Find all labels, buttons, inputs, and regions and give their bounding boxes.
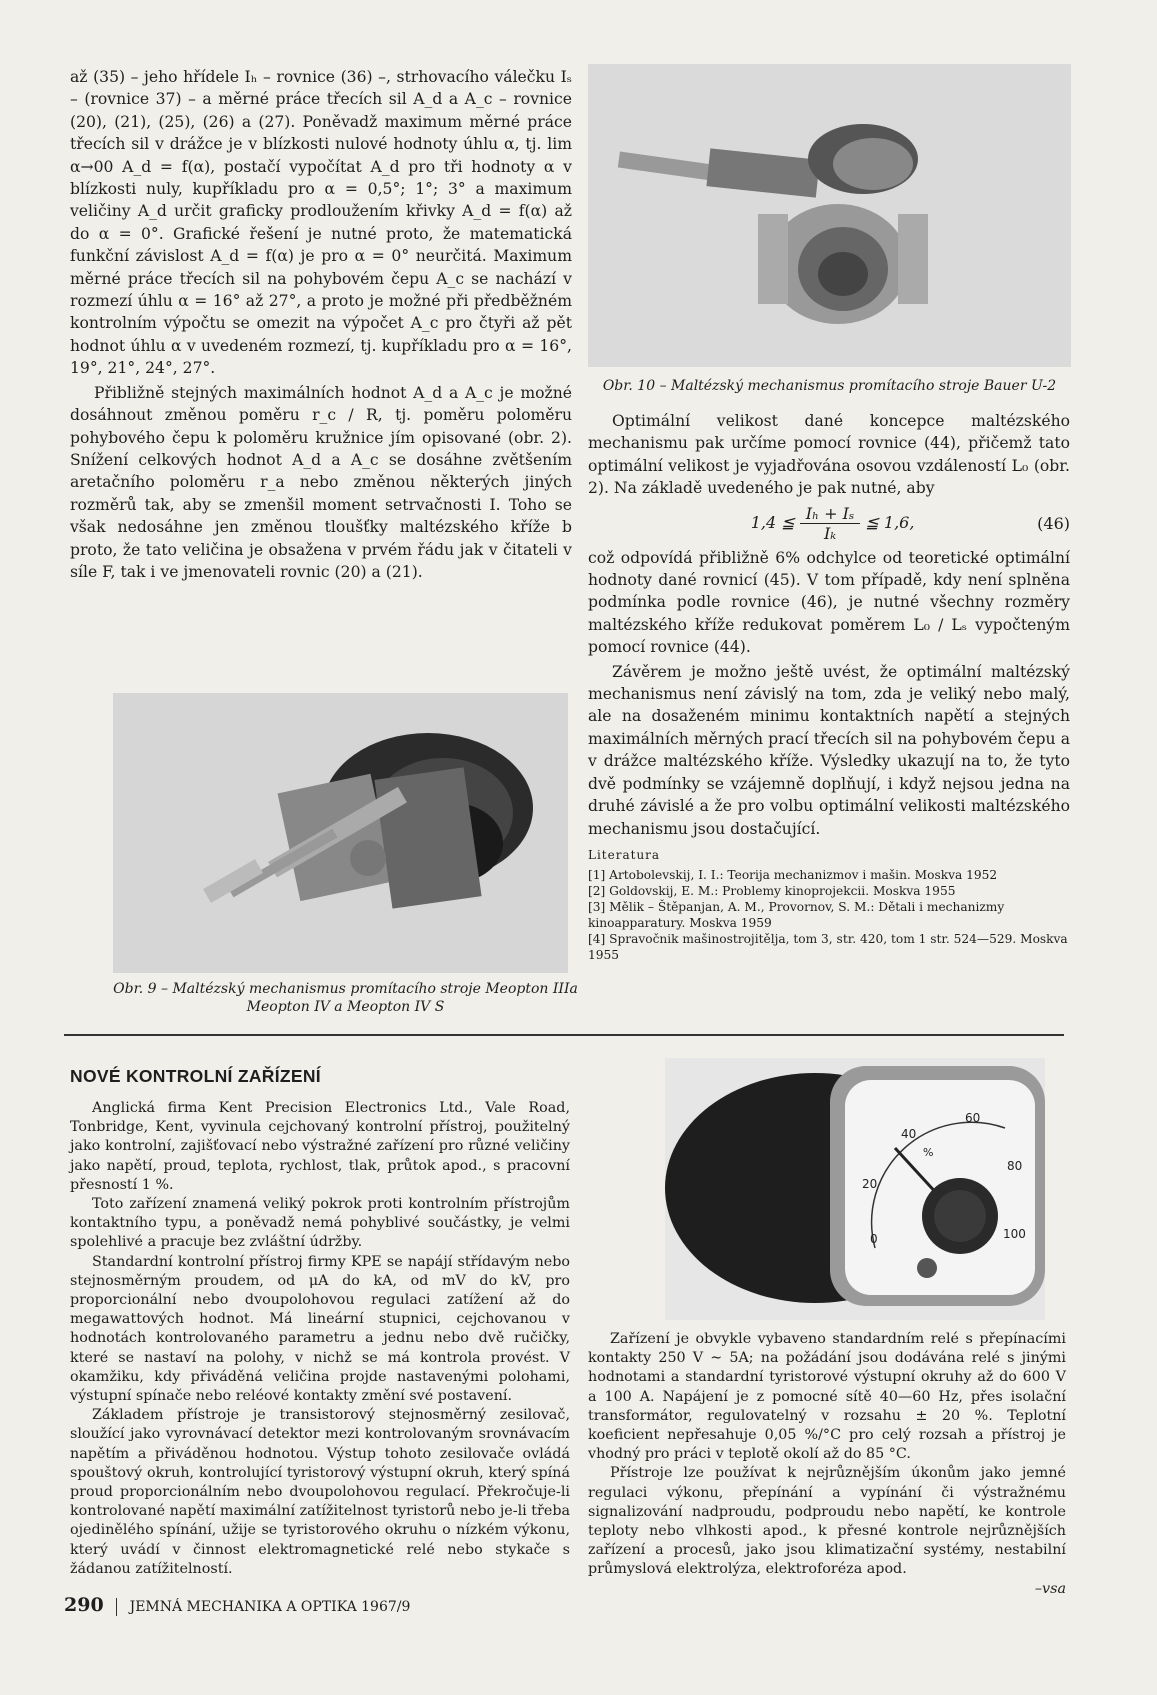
- page-number: 290: [64, 1594, 104, 1616]
- article2-paragraph: Přístroje lze používat k nejrůznějším úkonům jako jemné regulaci výkonu, přepínání a vypínání či výstražnému signalizování nadproudu, podproudu nebo napětí, ke kontrole teploty nebo vlhkosti apod., k přesné kontrole nejrůznějších zařízení a procesů, jako jsou klimatizační systémy, nestabilní průmyslová elektrolýza, elektroforéza apod.: [588, 1465, 1066, 1578]
- dial-unit: %: [923, 1146, 934, 1159]
- dial-instrument-photo: [665, 1058, 1045, 1320]
- article2-paragraph: Standardní kontrolní přístroj firmy KPE se napájí střídavým nebo stejnosměrným proudem, od μA do kA, od mV do kV, pro proporcionální nebo dvoupolohovou regulaci zatížení až do megawattových hodnot. Má lineární stupnici, cejchovanou v hodnotách kontrolovaného parametru a jednu nebo dvě ručičky, které se nastaví na polohy, v nichž se má kontrola provést. V okamžiku, kdy přiváděná veličina projde nastavenými polohami, výstupní spínače nebo reléové kontakty změní své postavení.: [70, 1253, 570, 1405]
- equation-fraction: [800, 504, 861, 543]
- article2-paragraph: Toto zařízení znamená veliký pokrok proti kontrolním přístrojům kontaktního typu, a poněvadž nemá pohyblivé součástky, je velmi spolehlivé a pracuje bez zvláštní údržby.: [70, 1196, 570, 1251]
- literature-item: [1] Artobolevskij, I. I.: Teorija mechanizmov i mašin. Moskva 1952: [588, 867, 998, 882]
- article-separator: [64, 1034, 1064, 1036]
- literature-item: [2] Goldovskij, E. M.: Problemy kinoprojekcii. Moskva 1955: [588, 883, 956, 898]
- kent-logo-icon: [917, 1258, 937, 1278]
- dial-label-60: 60: [965, 1111, 981, 1125]
- article2-paragraph: Zařízení je obvykle vybaveno standardním relé s přepínacími kontakty 250 V ∼ 5A; na požádání jsou dodávána relé s jinými hodnotami a standardní tyristorové výstupní okruhy až do 600 V a 100 A. Napájení je z pomocné sítě 40—60 Hz, přes isolační transformátor, regulovatelný v rozsahu ± 20 %. Teplotní koeficient nepřesahuje 0,05 %/°C pro celý rozsah a přístroj je vhodný pro práci v teplotě okolí až do 85 °C.: [588, 1331, 1066, 1463]
- footer-divider: [116, 1598, 117, 1616]
- literature-item: [3] Mělik – Štěpanjan, A. M., Provornov, S. M.: Dětali i mechanizmy kinoapparatury. Moskva 1959: [588, 899, 1005, 930]
- equation-denominator: Iₖ: [823, 523, 837, 543]
- literature-section: [588, 848, 1070, 963]
- page-footer: [64, 1594, 410, 1616]
- article2-left-text: [70, 1099, 570, 1579]
- left-column: [70, 66, 572, 585]
- dial-label-80: 80: [1007, 1159, 1023, 1173]
- left-paragraph-1: až (35) – jeho hřídele Iₕ – rovnice (36) –, strhovacího válečku Iₛ – (rovnice 37) – a měrné práce třecích sil A_d a A_c – rovnice (20), (21), (25), (26) a (27). Poněvadž maximum měrné práce třecích sil v drážce je v blízkosti nulové hodnoty úhlu α, tj. lim α→00 A_d = f(α), postačí vypočítat A_d pro tři hodnoty α v blízkosti nuly, kupříkladu pro α = 0,5°; 1°; 3° a maximum veličiny A_d určit graficky prodloužením křivky A_d = f(α) až do α = 0°. Grafické řešení je nutné proto, že matematická funkční závislost A_d = f(α) je pro α = 0° neurčitá. Maximum měrné práce třecích sil na pohybovém čepu A_c se nachází v rozmezí úhlu α = 16° až 27°, a proto je možné při předběžném kontrolním výpočtu se omezit na výpočet A_c pro čtyři až pět hodnot úhlu α v uvedeném rozmezí, tj. kupříkladu pro α = 16°, 19°, 21°, 24°, 27°.: [70, 68, 572, 378]
- dial-label-20: 20: [862, 1177, 878, 1191]
- maltese-mechanism-photo-10: [588, 64, 1071, 367]
- literature-item: [4] Spravočnik mašinostrojitělja, tom 3, str. 420, tom 1 str. 524—529. Moskva 1955: [588, 931, 1068, 962]
- dial-label-0: 0: [870, 1232, 878, 1246]
- equation-46: [588, 504, 1070, 543]
- figure-9-photo: [113, 693, 568, 973]
- article2-heading: NOVÉ KONTROLNÍ ZAŘÍZENÍ: [70, 1066, 321, 1086]
- figure-10-caption-box: [588, 377, 1071, 395]
- control-device-photo: [665, 1058, 1045, 1320]
- right-paragraph-2: což odpovídá přibližně 6% odchylce od teoretické optimální hodnoty dané rovnicí (45). V tom případě, kdy není splněna podmínka podle rovnice (46), je nutné všechny rozměry maltézského kříže redukovat poměrem L₀ / Lₛ vypočteným pomocí rovnice (44).: [588, 548, 1070, 657]
- figure-10-photo: [588, 64, 1071, 367]
- article2-left-column: [70, 1066, 570, 1579]
- dial-label-100: 100: [1003, 1227, 1026, 1241]
- figure-9-caption: Obr. 9 – Maltézský mechanismus promítacího stroje Meopton IIIa Meopton IV a Meopton IV S: [113, 981, 578, 1015]
- right-paragraph-3: Závěrem je možno ještě uvést, že optimální maltézský mechanismus není závislý na tom, zda je veliký nebo malý, ale na dosaženém minimu kontaktních napětí a stejných maximálních měrných prací třecích sil na pohybovém čepu a v drážce maltézského kříže. Výsledky ukazují na to, že tyto dvě podmínky se vzájemně doplňují, i když nejsou jedna na druhé závislé a že pro volbu optimální velikosti maltézského mechanismu jsou dostačující.: [588, 662, 1070, 838]
- left-paragraph-2: Přibližně stejných maximálních hodnot A_d a A_c je možné dosáhnout změnou poměru r_c / R, tj. poměru poloměru pohybového čepu k poloměru kružnice jím opisované (obr. 2). Snížení celkových hodnot A_d a A_c se dosáhne zvětšením aretačního poloměru r_a nebo změnou některých jiných rozměrů tak, aby se zmenšil moment setrvačnosti I. Toho se však nedosáhne jen změnou tloušťky maltézského kříže b proto, že tato veličina je obsažena v prvém řádu jak v čitateli v síle F, tak i ve jmenovateli rovnic (20) a (21).: [70, 383, 572, 581]
- right-paragraph-1: Optimální velikost dané koncepce maltézského mechanismu pak určíme pomocí rovnice (44), přičemž tato optimální velikost je vyjadřována osovou vzdáleností L₀ (obr. 2). Na základě uvedeného je pak nutné, aby: [588, 412, 1070, 498]
- equation-body: [751, 504, 915, 543]
- figure-9-caption-box: [113, 980, 578, 1016]
- journal-name: JEMNÁ MECHANIKA A OPTIKA 1967/9: [129, 1599, 411, 1615]
- figure-10-caption: Obr. 10 – Maltézský mechanismus promítacího stroje Bauer U-2: [602, 378, 1057, 394]
- equation-right: ≦ 1,6,: [865, 512, 915, 532]
- maltese-mechanism-photo-9: [113, 693, 568, 973]
- article2-signature: –vsa: [1034, 1580, 1066, 1597]
- equation-numerator: Iₕ + Iₛ: [800, 504, 861, 524]
- dial-label-40: 40: [901, 1127, 917, 1141]
- right-column: [588, 410, 1070, 963]
- literature-title: Literatura: [588, 847, 661, 862]
- article2-right-column: [588, 1330, 1066, 1599]
- equation-label: (46): [1037, 513, 1070, 533]
- equation-left: 1,4 ≦: [750, 512, 795, 532]
- article2-paragraph: Anglická firma Kent Precision Electronics Ltd., Vale Road, Tonbridge, Kent, vyvinula cejchovaný kontrolní přístroj, použitelný jako kontrolní, zajišťovací nebo výstražné zařízení pro různé veličiny jako napětí, proud, teplota, rychlost, tlak, průtok apod., s pracovní přesností 1 %.: [70, 1100, 570, 1193]
- article2-paragraph: Základem přístroje je transistorový stejnosměrný zesilovač, sloužící jako vyrovnávací detektor mezi kontrolovaným srovnávacím napětím a přiváděnou hodnotou. Výstup tohoto zesilovače ovládá spouštový okruh, kontrolující tyristorový výstupní okruh, který spíná proud proporcionálním nebo dvoupolohovou regulací. Překročuje-li kontrolované napětí maximální zatížitelnost tyristorů nebo je-li třeba ojedinělého spínání, užije se tyristorového okruhu o nízkém výkonu, který uvádí v činnost elektromagnetické relé nebo stykače s žádanou zatížitelností.: [70, 1407, 570, 1577]
